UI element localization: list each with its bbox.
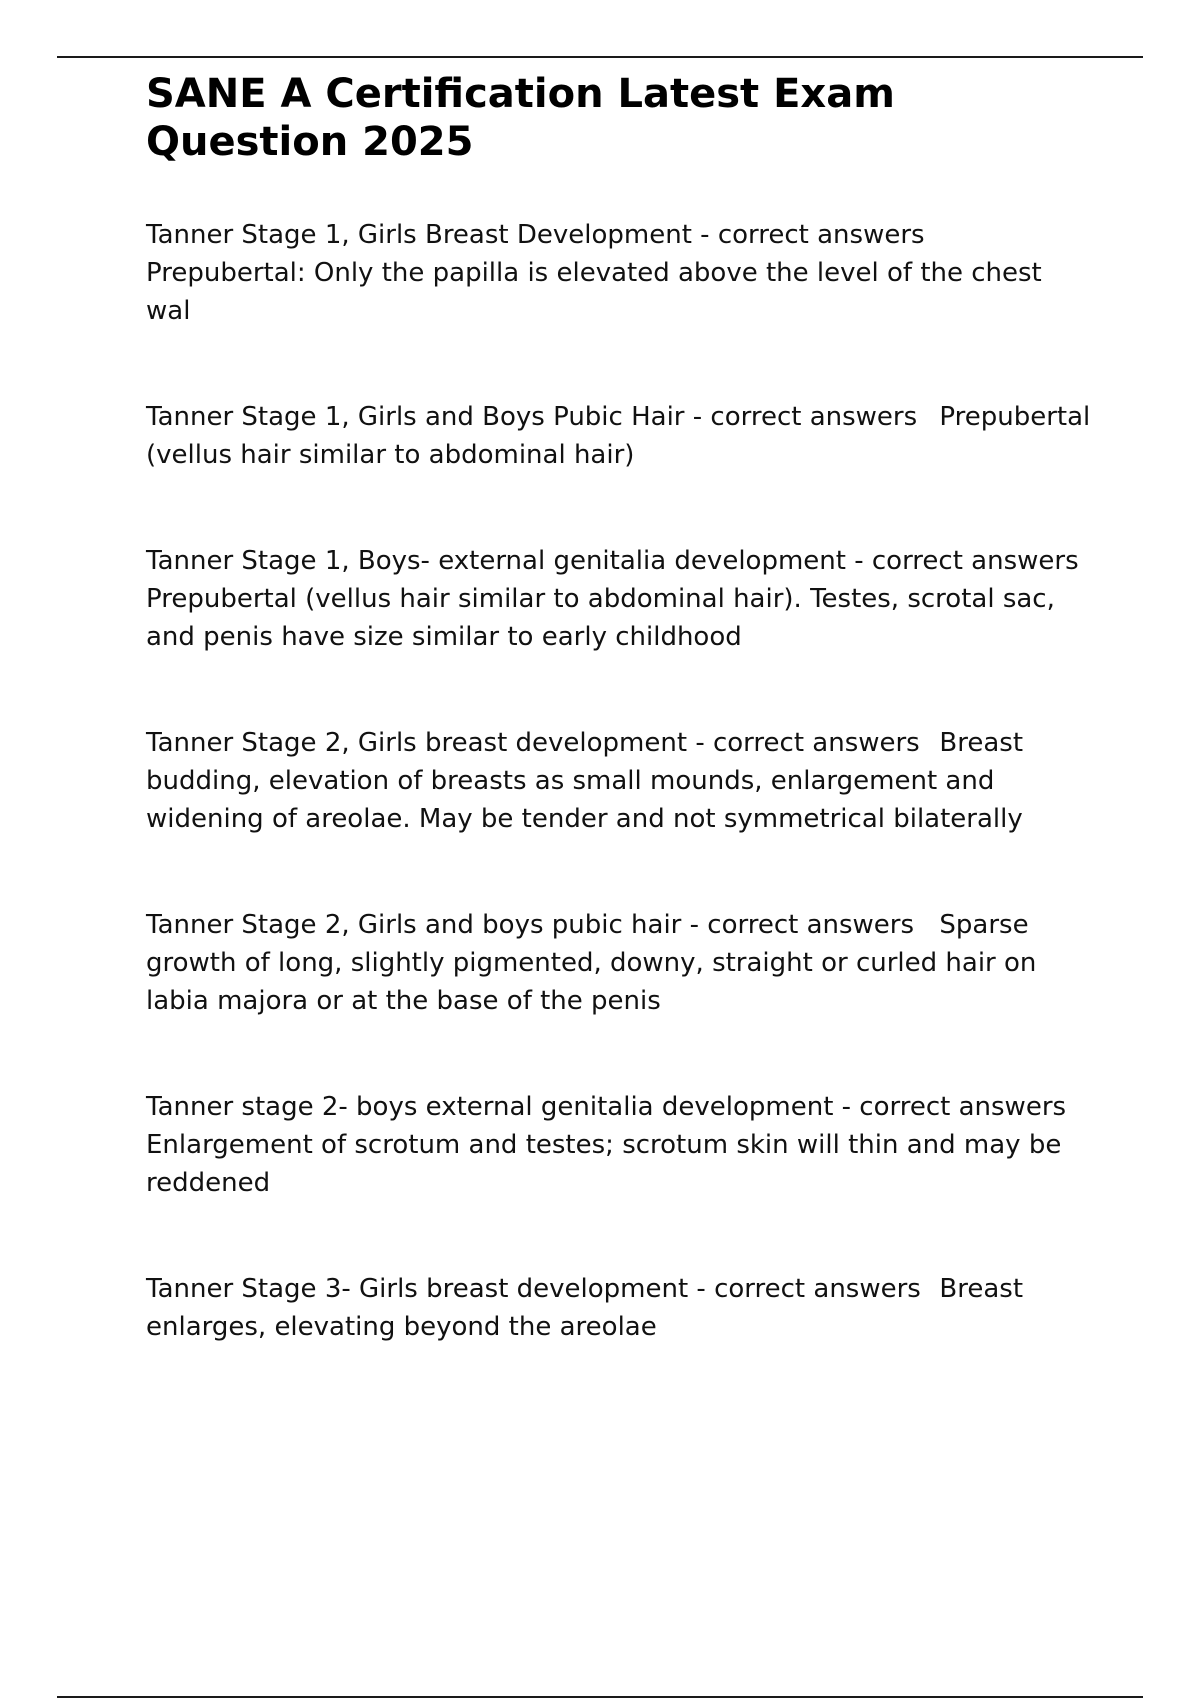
qa-answer: Prepubertal (vellus hair similar to abdominal hair) — [146, 402, 1099, 470]
qa-term: Tanner Stage 2, Girls and boys pubic hair — [146, 910, 682, 940]
qa-answer: Sparse growth of long, slightly pigmented, downy, straight or curled hair on labia majora or at the base of the penis — [146, 910, 1045, 1016]
document-title: SANE A Certification Latest Exam Question 2025 — [146, 71, 895, 165]
qa-answer: Breast budding, elevation of breasts as small mounds, enlargement and widening of areolae. May be tender and not symmetrical bilaterally — [146, 728, 1032, 834]
qa-item — [146, 542, 1091, 656]
qa-item — [146, 724, 1091, 838]
qa-item — [146, 216, 1091, 330]
top-rule — [57, 56, 1143, 58]
qa-term: Tanner Stage 1, Girls and Boys Pubic Hair — [146, 402, 685, 432]
qa-separator: - correct answers — [687, 728, 920, 758]
qa-separator: - correct answers — [833, 1092, 1067, 1122]
document-body — [146, 70, 1099, 1414]
qa-item — [146, 398, 1099, 474]
qa-separator: - correct answers — [684, 402, 918, 432]
qa-term: Tanner Stage 2, Girls breast development — [146, 728, 688, 758]
qa-separator: - correct answers — [845, 546, 1079, 576]
qa-term: Tanner Stage 3- Girls breast development — [146, 1274, 689, 1304]
qa-term: Tanner Stage 1, Boys- external genitalia development — [146, 546, 846, 576]
qa-answer: Enlargement of scrotum and testes; scrotum skin will thin and may be reddened — [146, 1130, 1070, 1198]
qa-item — [146, 1270, 1091, 1346]
qa-answer: Prepubertal: Only the papilla is elevated above the level of the chest wal — [146, 258, 1051, 326]
qa-term: Tanner stage 2- boys external genitalia development — [146, 1092, 834, 1122]
bottom-rule — [57, 1696, 1143, 1698]
qa-item — [146, 1088, 1091, 1202]
qa-answer: Breast enlarges, elevating beyond the areolae — [146, 1274, 1032, 1342]
qa-item — [146, 906, 1091, 1020]
qa-term: Tanner Stage 1, Girls Breast Development — [146, 220, 692, 250]
qa-separator: - correct answers — [691, 220, 925, 250]
qa-separator: - correct answers — [681, 910, 915, 940]
qa-separator: - correct answers — [688, 1274, 921, 1304]
qa-list — [146, 216, 1099, 1346]
qa-answer: Prepubertal (vellus hair similar to abdominal hair). Testes, scrotal sac, and penis have size similar to early childhood — [146, 584, 1064, 652]
